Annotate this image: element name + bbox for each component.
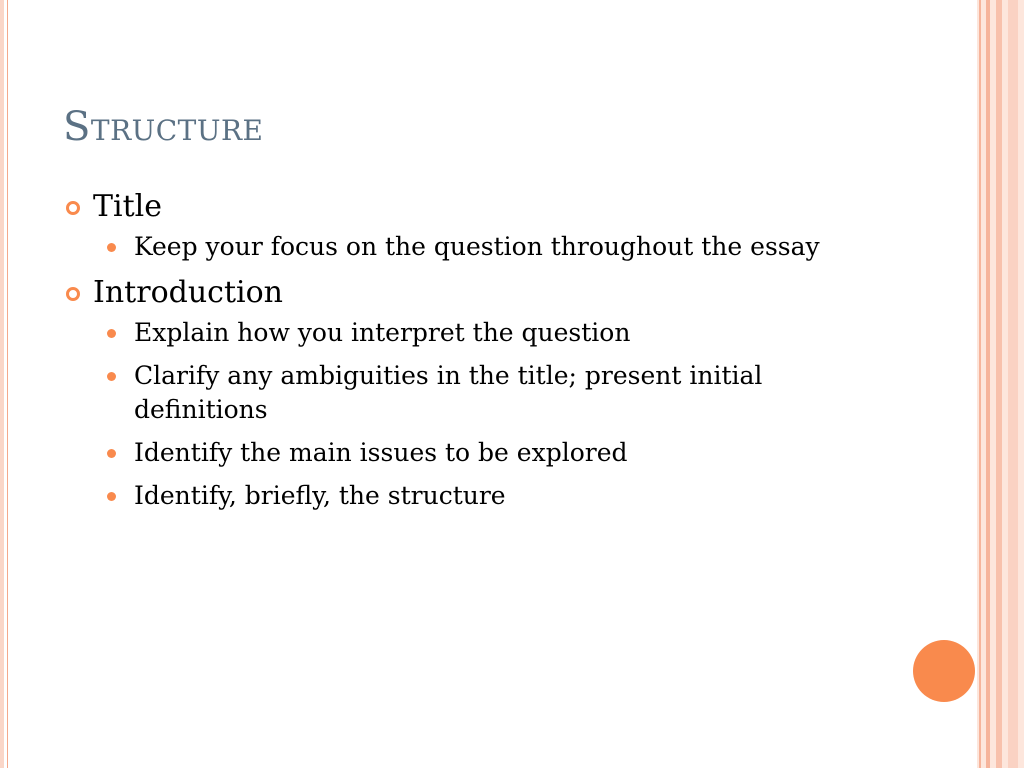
section-heading-title	[62, 188, 882, 226]
dot-bullet-icon	[107, 243, 116, 252]
dot-bullet-icon	[107, 329, 116, 338]
sub-bullet-list	[62, 230, 882, 264]
list-item	[62, 436, 882, 470]
left-border-line	[7, 0, 8, 768]
list-item-text: Clarify any ambiguities in the title; present initial definitions	[134, 361, 763, 424]
right-border-stripe	[986, 0, 990, 768]
list-item	[62, 316, 882, 350]
right-border-stripe	[979, 0, 981, 768]
section-heading-introduction	[62, 274, 882, 312]
sub-bullet-list	[62, 316, 882, 513]
dot-bullet-icon	[107, 492, 116, 501]
left-border-stripe	[0, 0, 4, 768]
slide-title: Structure	[63, 104, 264, 150]
dot-bullet-icon	[107, 449, 116, 458]
section-heading-label: Introduction	[93, 275, 283, 310]
list-item-text: Keep your focus on the question throughout the essay	[134, 232, 820, 261]
accent-circle	[913, 640, 975, 702]
right-border-stripe	[1008, 0, 1018, 768]
list-item-text: Identify, briefly, the structure	[134, 481, 506, 510]
list-item	[62, 359, 882, 427]
ring-bullet-icon	[66, 287, 80, 301]
ring-bullet-icon	[66, 201, 80, 215]
slide-content	[62, 188, 882, 523]
right-border-stripe	[996, 0, 1002, 768]
dot-bullet-icon	[107, 372, 116, 381]
list-item-text: Explain how you interpret the question	[134, 318, 631, 347]
section-heading-label: Title	[93, 189, 163, 224]
list-item	[62, 479, 882, 513]
list-item	[62, 230, 882, 264]
list-item-text: Identify the main issues to be explored	[134, 438, 628, 467]
